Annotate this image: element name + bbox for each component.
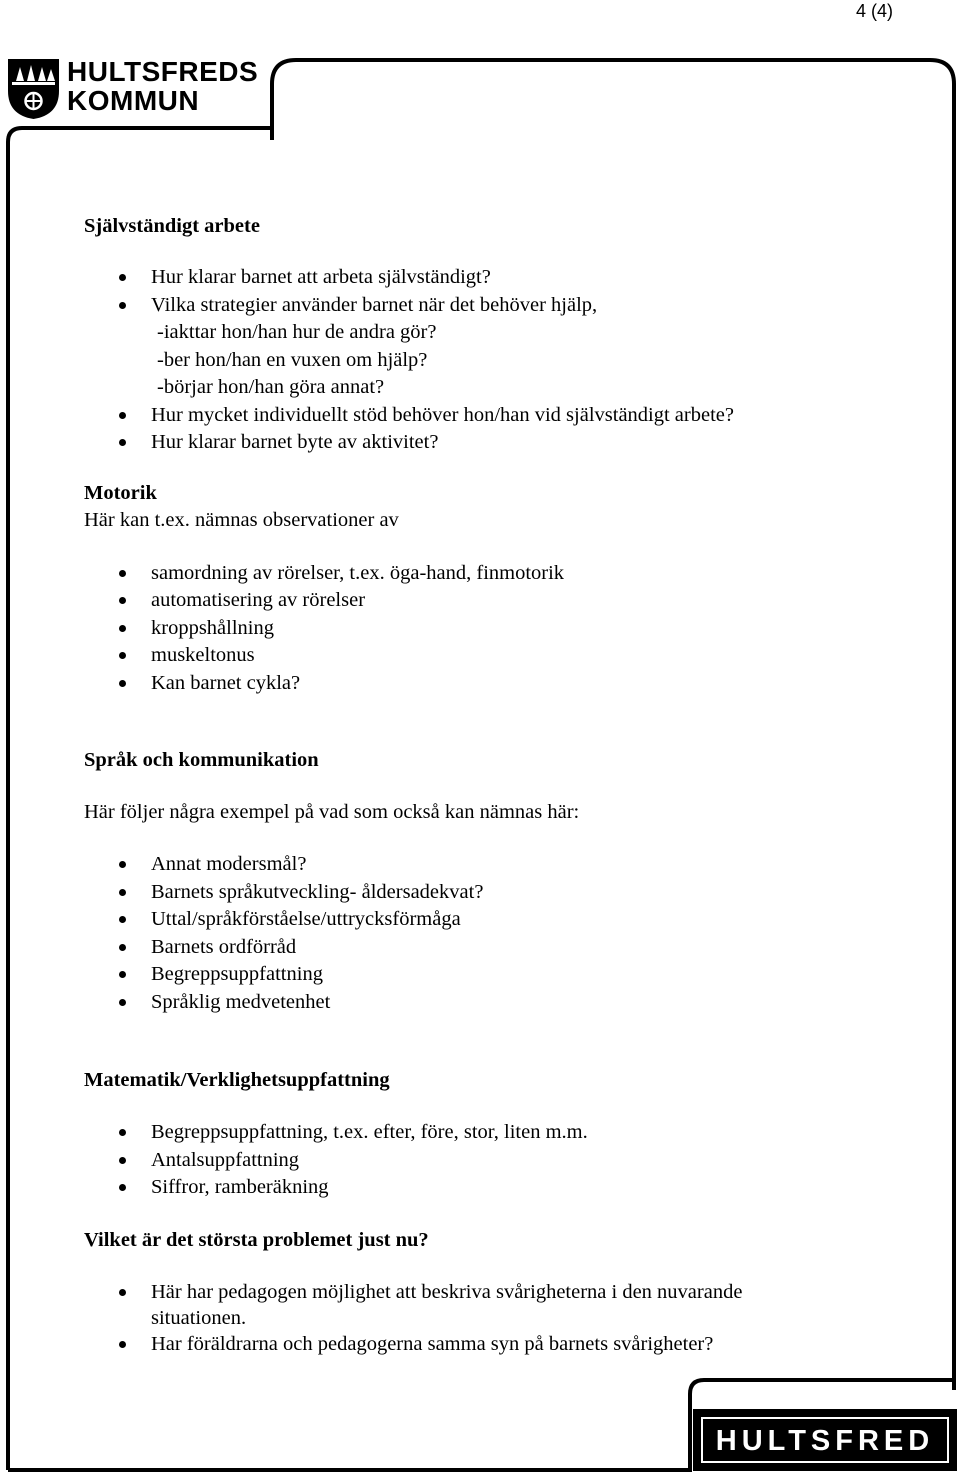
list-item: Språklig medvetenhet	[84, 989, 884, 1017]
list-item: Barnets ordförråd	[84, 934, 884, 962]
bullet-icon	[119, 1129, 126, 1136]
list-item: Här har pedagogen möjlighet att beskriva svårigheterna i den nuvarande situationen.	[84, 1279, 884, 1331]
bullet-icon	[119, 1289, 126, 1296]
list-item-continuation: -iakttar hon/han hur de andra gör?	[157, 321, 437, 343]
bullet-icon	[119, 944, 126, 951]
mathematics-list	[84, 1119, 884, 1202]
bullet-icon	[119, 916, 126, 923]
bullet-icon	[119, 302, 126, 309]
bullet-icon	[119, 625, 126, 632]
motor-skills-intro: Här kan t.ex. nämnas observationer av	[84, 508, 399, 531]
bullet-icon	[119, 652, 126, 659]
list-item: Kan barnet cykla?	[84, 670, 884, 698]
bullet-icon	[119, 597, 126, 604]
logo-line-2: KOMMUN	[67, 85, 200, 116]
bullet-icon	[119, 570, 126, 577]
list-item: muskeltonus	[84, 642, 884, 670]
bullet-icon	[119, 412, 126, 419]
bullet-icon	[119, 861, 126, 868]
list-item: Hur mycket individuellt stöd behöver hon/han vid självständigt arbete?	[84, 402, 884, 430]
section-heading-independent-work: Självständigt arbete	[84, 215, 260, 237]
bullet-icon	[119, 1184, 126, 1191]
bullet-icon	[119, 999, 126, 1006]
list-item: Barnets språkutveckling- åldersadekvat?	[84, 879, 884, 907]
logo-line-1: HULTSFREDS	[67, 56, 259, 87]
list-item-continuation: situationen.	[151, 1306, 247, 1329]
section-heading-language: Språk och kommunikation	[84, 749, 319, 771]
list-item: Vilka strategier använder barnet när det behöver hjälp, -iakttar hon/han hur de andra gör? -ber hon/han en vuxen om hjälp? -börjar hon/han göra annat?	[84, 292, 884, 402]
list-item: Antalsuppfattning	[84, 1147, 884, 1175]
footer-logo	[693, 1409, 957, 1471]
bullet-icon	[119, 439, 126, 446]
page-number: 4 (4)	[856, 1, 894, 21]
bullet-icon	[119, 971, 126, 978]
list-item: Har föräldrarna och pedagogerna samma syn på barnets svårigheter?	[84, 1331, 884, 1359]
independent-work-list	[84, 264, 884, 457]
municipality-logo-text	[67, 57, 258, 115]
list-item: Annat modersmål?	[84, 851, 884, 879]
section-heading-biggest-problem: Vilket är det största problemet just nu?	[84, 1228, 429, 1251]
list-item: Begreppsuppfattning	[84, 961, 884, 989]
section-heading-motor-skills: Motorik	[84, 481, 157, 504]
language-list	[84, 851, 884, 1016]
list-item-continuation: -ber hon/han en vuxen om hjälp?	[157, 348, 428, 371]
language-intro: Här följer några exempel på vad som också kan nämnas här:	[84, 801, 580, 823]
list-item-continuation: -börjar hon/han göra annat?	[157, 376, 385, 398]
list-item: kroppshållning	[84, 615, 884, 643]
section-heading-mathematics: Matematik/Verklighetsuppfattning	[84, 1069, 390, 1091]
biggest-problem-list	[84, 1279, 884, 1359]
list-item: Hur klarar barnet byte av aktivitet?	[84, 429, 884, 457]
motor-skills-list	[84, 560, 884, 698]
footer-logo-text: HULTSFRED	[701, 1417, 949, 1463]
bullet-icon	[119, 680, 126, 687]
bullet-icon	[119, 889, 126, 896]
list-item: Begreppsuppfattning, t.ex. efter, före, stor, liten m.m.	[84, 1119, 884, 1147]
municipality-shield-icon	[6, 57, 61, 121]
bullet-icon	[119, 1341, 126, 1348]
bullet-icon	[119, 274, 126, 281]
list-item: Siffror, ramberäkning	[84, 1174, 884, 1202]
bullet-icon	[119, 1157, 126, 1164]
list-item: samordning av rörelser, t.ex. öga-hand, finmotorik	[84, 560, 884, 588]
list-item: Uttal/språkförståelse/uttrycksförmåga	[84, 906, 884, 934]
list-item: automatisering av rörelser	[84, 587, 884, 615]
document-body	[84, 212, 884, 1358]
list-item: Hur klarar barnet att arbeta självständigt?	[84, 264, 884, 292]
